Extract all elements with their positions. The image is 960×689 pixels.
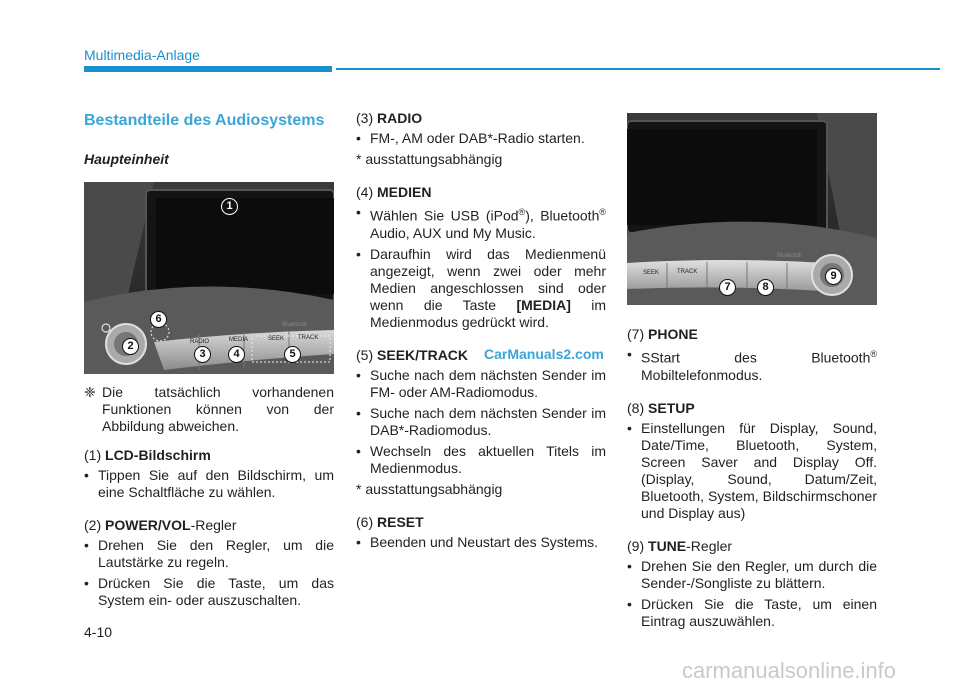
item-9-bullet-2: • Drücken Sie die Taste, um einen Eintrag auszuwählen. <box>627 596 877 630</box>
footnote-1: * ausstattungsabhängig <box>356 151 503 167</box>
note <box>84 384 334 435</box>
track-label: TRACK <box>298 335 319 341</box>
page-number: 4-10 <box>84 624 113 640</box>
item-3-bullet: • FM-, AM oder DAB*-Radio starten. <box>356 130 606 147</box>
item-5-bullet-3: • Wechseln des aktuellen Titels im Medienmodus. <box>356 443 606 477</box>
item-7-bullet: • SStart des Bluetooth® Mobiltelefonmodus. <box>627 346 877 384</box>
item-2-bullet-2: • Drücken Sie die Taste, um das System ein- oder auszuschalten. <box>84 575 334 609</box>
item-5-bullet-1: • Suche nach dem nächsten Sender im FM- oder AM-Radiomodus. <box>356 367 606 401</box>
item-3-heading: (3) RADIO <box>356 110 423 126</box>
item-6-bullet: • Beenden und Neustart des Systems. <box>356 534 606 551</box>
item-5-heading: (5) SEEK/TRACK <box>356 346 469 363</box>
head-unit-image <box>84 182 334 374</box>
seek-label: SEEK <box>268 336 285 342</box>
item-9-heading: (9) TUNE-Regler <box>627 537 733 554</box>
callout-3: 3 <box>194 346 211 363</box>
callout-1: 1 <box>221 198 238 215</box>
item-2-heading: (2) POWER/VOL-Regler <box>84 517 237 533</box>
item-4-heading: (4) MEDIEN <box>356 184 432 200</box>
note-text: Die tatsächlich vorhandenen Funktionen können von der Abbildung abweichen. <box>102 384 334 434</box>
radio-label: RADIO <box>190 339 210 345</box>
footnote-2: * ausstattungsabhängig <box>356 480 503 497</box>
watermark-carmanuals: CarManuals2.com <box>484 346 604 362</box>
media-label: MEDIA <box>229 337 249 343</box>
item-2-bullet-1: • Drehen Sie den Regler, um die Lautstärke zu regeln. <box>84 537 334 571</box>
item-9-bullet-1: • Drehen Sie den Regler, um durch die Sender-/Songliste zu blättern. <box>627 558 877 592</box>
bluetooth-label: Bluetooth <box>282 322 308 328</box>
callout-7: 7 <box>719 279 736 296</box>
control-panel-image <box>627 113 877 305</box>
callout-4: 4 <box>228 346 245 363</box>
header-bar-left <box>84 66 332 72</box>
column-3 <box>627 326 877 634</box>
item-5-bullet-2: • Suche nach dem nächsten Sender im DAB*-Radiomodus. <box>356 405 606 439</box>
item-8-bullet: • Einstellungen für Display, Sound, Date/Time, Bluetooth, System, Screen Saver and Display Off. (Display, Sound, Datum/Zeit, Bluetooth, System, Bildschirmschoner und Display aus) <box>627 420 877 522</box>
subsection-title: Haupteinheit <box>84 151 169 167</box>
item-8-heading: (8) SETUP <box>627 399 695 416</box>
section-title: Bestandteile des Audiosystems <box>84 112 325 129</box>
callout-9: 9 <box>825 268 842 285</box>
item-1-heading: (1) LCD-Bildschirm <box>84 447 211 463</box>
callout-5: 5 <box>284 346 301 363</box>
callout-6: 6 <box>150 311 167 328</box>
note-symbol: ❈ <box>84 384 96 400</box>
track-label-2: TRACK <box>677 269 698 275</box>
callout-2: 2 <box>122 338 139 355</box>
chapter-title: Multimedia-Anlage <box>84 47 200 63</box>
item-1-bullet: • Tippen Sie auf den Bildschirm, um eine Schaltfläche zu wählen. <box>84 467 334 501</box>
item-4-bullet-2: • Daraufhin wird das Medienmenü angezeigt, wenn zwei oder mehr Medien angeschlossen sind oder wenn die Taste [MEDIA] im Medienmodus gedrückt wird. <box>356 246 606 331</box>
item-6-heading: (6) RESET <box>356 513 424 530</box>
seek-label-2: SEEK <box>643 270 660 276</box>
item-7-heading: (7) PHONE <box>627 326 698 342</box>
callout-8: 8 <box>757 279 774 296</box>
watermark-footer: carmanualsonline.info <box>682 658 897 683</box>
column-2 <box>356 110 606 555</box>
item-4-bullet-1: • Wählen Sie USB (iPod®), Bluetooth® Audio, AUX und My Music. <box>356 204 606 242</box>
bluetooth-label-2: Bluetooth <box>777 253 803 259</box>
header-bar-right <box>336 68 940 70</box>
